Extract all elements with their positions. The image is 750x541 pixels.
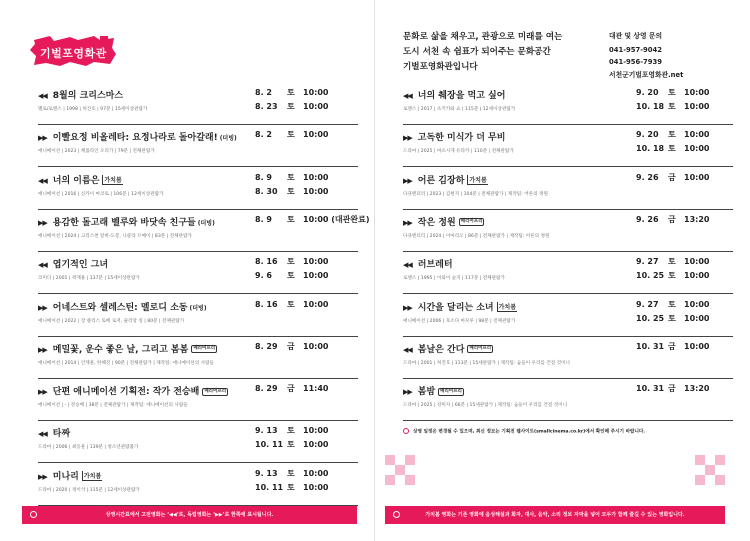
indie-film-icon: ▶▶ — [38, 472, 47, 481]
screening-date: 8. 16 — [255, 299, 278, 309]
movie-title-row — [403, 215, 484, 228]
screening-time: 10:00 — [684, 144, 710, 154]
movie-title-row — [403, 342, 493, 355]
screening-schedule — [636, 300, 709, 328]
screening-day: 토 — [287, 257, 295, 267]
screening-date: 9. 6 — [255, 271, 272, 281]
screening-time: 10:00 — [303, 341, 329, 351]
movie-title-row — [403, 130, 505, 143]
screening-day: 금 — [668, 384, 676, 394]
movie-info: 드라마 | 2006 | 최동훈 | 139분 | 청소년관람불가 — [38, 445, 139, 451]
movie-entry — [38, 469, 358, 511]
movie-title: 타짜 — [52, 429, 71, 440]
movie-title: 어네스트와 셀레스틴: 멜로디 소동 — [52, 302, 188, 313]
screening-row — [255, 257, 328, 271]
indie-film-icon: ▶▶ — [38, 303, 47, 312]
movie-info: 드라마 | 2025 | 강미자 | 66분 | 15세관람가 | 제작팀: 숨들이 우리를 건질 것이니 — [403, 403, 568, 409]
gachibom-badge: 가치봄 — [104, 177, 122, 185]
screening-day: 금 — [668, 172, 676, 182]
screening-schedule — [255, 342, 328, 356]
left-footer-text: 상영시간표에서 고전영화는 ‘◀◀’로, 독립영화는 ‘▶▶’로 한쪽에 표시됩니다. — [105, 512, 274, 518]
screening-time: 10:00 — [684, 172, 710, 182]
screening-row — [255, 469, 328, 483]
dub-tag: (더빙) — [189, 304, 207, 312]
divider — [403, 293, 733, 294]
divider — [38, 462, 358, 463]
gachibom-badge: 가치봄 — [83, 473, 102, 481]
intro-line: 도시 서천 속 쉼표가 되어주는 문화공간 — [403, 47, 551, 57]
divider — [38, 251, 358, 252]
movie-title: 봄밤 — [417, 387, 436, 398]
screening-row — [255, 483, 328, 497]
screening-row — [636, 257, 709, 271]
classic-film-icon: ◀◀ — [403, 261, 412, 270]
screening-time: 10:00 — [303, 102, 329, 111]
screening-time: 10:00 — [303, 88, 329, 97]
screening-time: 13:20 — [684, 214, 710, 224]
screening-schedule — [255, 426, 328, 454]
movie-entry — [38, 173, 358, 215]
movie-title: 엽기적인 그녀 — [52, 260, 109, 271]
screening-date: 10. 25 — [636, 313, 665, 323]
movie-title-row — [38, 300, 207, 313]
screening-schedule — [636, 130, 709, 158]
movie-title: 이빨요정 비올레타: 요정나라로 돌아갈래! — [52, 133, 218, 144]
screening-date: 8. 2 — [255, 130, 272, 140]
screening-row — [636, 342, 709, 356]
movie-info: 드라마 | 2025 | 마츠시게 유타카 | 110분 | 전체관람가 — [403, 149, 514, 155]
right-footer-bar — [385, 506, 725, 524]
movie-title-row — [403, 257, 453, 270]
screening-day: 토 — [287, 271, 295, 281]
screening-date: 8. 2 — [255, 88, 272, 97]
indie-film-icon: ▶▶ — [403, 303, 412, 312]
movie-title-row — [403, 300, 517, 313]
indie-film-icon: ▶▶ — [403, 176, 412, 185]
screening-day: 토 — [287, 482, 295, 492]
screening-schedule — [636, 88, 709, 116]
screening-row — [255, 88, 328, 102]
screening-day: 토 — [668, 299, 676, 309]
screening-time: 10:00 — [303, 482, 329, 492]
screening-date: 8. 9 — [255, 214, 272, 224]
screening-date: 8. 9 — [255, 172, 272, 182]
screening-schedule — [255, 300, 328, 314]
classic-film-icon: ◀◀ — [403, 345, 412, 354]
divider — [38, 209, 358, 210]
screening-row — [255, 187, 328, 201]
screening-date: 9. 13 — [255, 426, 278, 436]
logo-text: 기벌포영화관 — [40, 47, 107, 60]
movie-info: 애니메이션 | 2022 | 장 클리스 토베 로저, 줄리앙 칭 | 80분 | 전체관람가 — [38, 318, 185, 324]
movie-info: 드라마 | 2001 | 허진호 | 113분 | 15세관람가 | 제작팀: 숨들이 우리를 건질 것이니 — [403, 360, 570, 366]
classic-film-icon: ◀◀ — [403, 92, 412, 100]
screening-date: 10. 31 — [636, 384, 665, 394]
movie-entry — [403, 215, 733, 257]
screening-date: 8. 30 — [255, 186, 278, 196]
screening-time: 10:00 — [303, 130, 329, 140]
contact-site[interactable]: 서천군기벌포영화관.net — [609, 70, 684, 79]
screening-date: 9. 26 — [636, 214, 659, 224]
movie-title: 단편 애니메이션 기획전: 작가 전승배 — [52, 387, 200, 398]
indie-film-icon: ▶▶ — [403, 134, 412, 143]
screening-time: 10:00 — [303, 299, 329, 309]
movie-entry — [403, 342, 733, 384]
indie-film-icon: ▶▶ — [403, 218, 412, 227]
movie-title: 메밀꽃, 운수 좋은 날, 그리고 봄봄 — [52, 344, 189, 355]
movie-title: 8월의 크리스마스 — [52, 91, 124, 101]
right-page — [375, 0, 750, 541]
screening-schedule — [255, 257, 328, 285]
movie-info: 코미디 | 2001 | 곽재용 | 137분 | 15세이상관람가 — [38, 276, 140, 282]
movie-title: 미나리 — [52, 471, 79, 482]
screening-schedule — [255, 88, 328, 116]
barrier-free-badge: 배리어프리 — [469, 346, 492, 352]
screening-day: 토 — [668, 144, 676, 154]
screening-schedule — [636, 215, 709, 229]
screening-time: 10:00 — [303, 426, 329, 436]
screening-date: 9. 20 — [636, 88, 659, 97]
movie-title: 시간을 달리는 소녀 — [417, 302, 494, 313]
divider — [38, 420, 358, 421]
indie-film-icon: ▶▶ — [403, 388, 412, 397]
screening-date: 8. 29 — [255, 341, 278, 351]
screening-date: 9. 27 — [636, 299, 659, 309]
movie-title-row — [38, 173, 123, 186]
barrier-free-badge: 배리어프리 — [193, 346, 216, 352]
screening-time: 11:40 — [303, 384, 329, 394]
screening-day: 토 — [287, 214, 295, 224]
screening-date: 10. 31 — [636, 341, 665, 351]
screening-row — [255, 271, 328, 285]
left-footer-bar — [22, 506, 357, 524]
screening-day: 토 — [668, 88, 676, 97]
screening-row — [255, 384, 328, 398]
barrier-free-badge: 배리어프리 — [460, 219, 483, 225]
screening-time: 10:00 — [303, 468, 329, 478]
gachibom-badge: 가치봄 — [498, 304, 516, 311]
screening-date: 10. 11 — [255, 440, 284, 450]
indie-film-icon: ▶▶ — [38, 218, 47, 227]
classic-film-icon: ◀◀ — [38, 430, 47, 439]
movie-entry — [403, 384, 733, 426]
screening-schedule — [255, 173, 328, 201]
movie-entry — [38, 214, 370, 257]
movie-title-row — [38, 88, 123, 101]
screening-time: 10:00 — [684, 88, 710, 97]
gachibom-badge: 가치봄 — [469, 177, 487, 185]
divider — [38, 293, 358, 294]
screening-time: 10:00 — [303, 172, 329, 182]
intro-line: 기벌포영화관입니다 — [403, 62, 478, 72]
barrier-free-badge: 배리어프리 — [440, 388, 462, 394]
screening-time: 10:00 — [303, 440, 329, 450]
screening-time: 10:00 (대관완료) — [303, 214, 370, 224]
screening-schedule — [255, 130, 328, 144]
dub-tag: (더빙) — [219, 135, 237, 143]
contact-phone: 041-956-7939 — [609, 58, 662, 66]
screening-time: 10:00 — [684, 341, 710, 351]
movie-entry — [403, 300, 733, 342]
movie-info: 다큐멘터리 | 2024 | 이마리오 | 86분 | 전체관람가 | 제작팀: 어른의 정원 — [403, 233, 550, 239]
divider — [403, 209, 733, 210]
screening-day: 토 — [287, 468, 295, 478]
screening-time: 13:20 — [684, 384, 710, 394]
screening-row — [636, 144, 709, 158]
screening-day: 토 — [287, 440, 295, 450]
screening-time: 10:00 — [684, 102, 710, 111]
divider — [403, 336, 733, 337]
screening-day: 금 — [287, 341, 295, 351]
screening-date: 9. 13 — [255, 468, 278, 478]
classic-film-icon: ◀◀ — [38, 261, 47, 270]
movie-title-row — [38, 342, 217, 355]
movie-entry — [38, 342, 358, 384]
screening-row — [255, 215, 369, 229]
screening-schedule — [636, 173, 709, 187]
screening-time: 10:00 — [684, 313, 710, 323]
screening-row — [636, 314, 709, 328]
screening-time: 10:00 — [303, 257, 329, 267]
divider — [403, 420, 733, 421]
movie-title-row — [38, 257, 108, 270]
intro-line: 문화로 삶을 채우고, 관광으로 미래를 여는 — [403, 32, 563, 42]
movie-title-row — [38, 426, 70, 439]
movie-info: 멜로/로맨스 | 1998 | 허진호 | 97분 | 15세이상관람가 — [38, 107, 148, 112]
screening-schedule — [255, 215, 369, 229]
divider — [403, 166, 733, 167]
screening-row — [636, 102, 709, 116]
divider — [403, 124, 733, 125]
indie-film-icon: ▶▶ — [38, 388, 47, 397]
screening-row — [636, 215, 709, 229]
screening-day: 토 — [287, 299, 295, 309]
screening-schedule — [255, 469, 328, 497]
screening-row — [255, 440, 328, 454]
screening-row — [255, 342, 328, 356]
screening-time: 10:00 — [303, 271, 329, 281]
movie-title-row — [403, 173, 488, 186]
right-footer-text: 가치봄 영화는 기존 영화에 음성해설과 화자, 대사, 음악, 소리 정보 자막을 넣어 모두가 함께 즐길 수 있는 영화입니다. — [425, 512, 685, 518]
movie-info: 애니메이션 | 2023 | 케롤라인 오리가 | 79분 | 전체관람가 — [38, 149, 155, 155]
indie-film-icon: ▶▶ — [38, 345, 47, 354]
screening-day: 토 — [287, 102, 295, 111]
screening-time: 10:00 — [684, 257, 710, 267]
movie-entry — [403, 130, 733, 172]
movie-title-row — [38, 469, 102, 482]
screening-day: 금 — [668, 341, 676, 351]
movie-title: 너의 췌장을 먹고 싶어 — [417, 91, 506, 101]
screening-day: 토 — [668, 257, 676, 267]
movie-info: 애니메이션 | 2016 | 신카이 마코토 | 106분 | 12세이상관람가 — [38, 191, 164, 197]
screening-day: 토 — [668, 313, 676, 323]
divider — [38, 166, 358, 167]
movie-info: 애니메이션 | - | 전승배 | 38분 | 전체관람가 | 제작팀: 애니메이션의 사람들 — [38, 403, 188, 409]
screening-row — [636, 88, 709, 102]
screening-day: 토 — [287, 130, 295, 140]
screening-time: 10:00 — [684, 299, 710, 309]
screening-date: 10. 25 — [636, 271, 665, 281]
screening-row — [255, 426, 328, 440]
movie-info: 애니메이션 | 2006 | 호소다 마모루 | 98분 | 전체관람가 — [403, 318, 516, 324]
divider — [38, 124, 358, 125]
screening-time: 10:00 — [684, 130, 710, 140]
screening-date: 8. 29 — [255, 384, 278, 394]
screening-row — [636, 130, 709, 144]
screening-schedule — [255, 384, 328, 398]
movie-title-row — [403, 88, 505, 101]
movie-title: 어른 김장하 — [417, 175, 465, 186]
screening-schedule — [636, 384, 709, 398]
movie-info: 로맨스 | 2017 | 츠키카와 쇼 | 115분 | 12세이상관람가 — [403, 107, 516, 112]
divider — [403, 378, 733, 379]
screening-time: 10:00 — [684, 271, 710, 281]
screening-row — [255, 102, 328, 116]
screening-day: 토 — [668, 271, 676, 281]
movie-entry — [38, 426, 358, 468]
screening-date: 10. 18 — [636, 144, 665, 154]
movie-title: 봄날은 간다 — [417, 344, 465, 355]
screening-date: 10. 11 — [255, 482, 284, 492]
screening-row — [636, 173, 709, 187]
cinema-logo — [30, 34, 116, 68]
movie-title-row — [403, 384, 464, 397]
movie-entry — [38, 130, 358, 172]
movie-entry — [403, 257, 733, 299]
contact-info — [609, 30, 683, 81]
movie-info: 애니메이션 | 2014 | 안재훈, 한혜진 | 90분 | 전체관람가 | 제작팀: 애니메이션의 사람들 — [38, 360, 214, 366]
divider — [403, 251, 733, 252]
movie-entry — [38, 300, 358, 342]
screening-day: 토 — [287, 88, 295, 97]
screening-row — [636, 300, 709, 314]
divider — [38, 378, 358, 379]
movie-entry — [38, 88, 358, 130]
screening-day: 금 — [287, 384, 295, 394]
movie-info: 다큐멘터리 | 2023 | 김현지 | 104분 | 전체관람가 | 제작팀: 어른의 정원 — [403, 191, 548, 197]
movie-title-row — [38, 215, 215, 228]
screening-day: 토 — [668, 102, 676, 111]
contact-heading: 대관 및 상영 문의 — [609, 32, 663, 40]
movie-title: 용감한 돌고래 벨루와 바닷속 친구들 — [52, 217, 196, 228]
barrier-free-badge: 배리어프리 — [204, 388, 227, 394]
screening-day: 토 — [287, 186, 295, 196]
classic-film-icon: ◀◀ — [38, 92, 47, 100]
screening-date: 9. 20 — [636, 130, 659, 140]
movie-title: 고독한 미식가 더 무비 — [417, 133, 506, 144]
movie-entry — [38, 257, 358, 299]
screening-date: 9. 27 — [636, 257, 659, 267]
intro-text — [403, 30, 562, 75]
indie-film-icon: ▶▶ — [38, 134, 47, 143]
screening-day: 토 — [287, 426, 295, 436]
movie-info: 애니메이션 | 2024 | 크리스천 알바-도봉, 니콜라 르메이 | 83분 | 전체관람가 — [38, 233, 192, 239]
screening-date: 8. 16 — [255, 257, 278, 267]
screening-date: 8. 23 — [255, 102, 278, 111]
movie-info: 드라마 | 2020 | 정이삭 | 115분 | 12세이상관람가 — [38, 487, 140, 493]
movie-entry — [403, 88, 733, 130]
screening-date: 9. 26 — [636, 172, 659, 182]
movie-info: 로맨스 | 1995 | 이와이 슌지 | 117분 | 전체관람가 — [403, 276, 505, 282]
screening-date: 10. 18 — [636, 102, 665, 111]
movie-entry — [403, 173, 733, 215]
contact-phone: 041-957-9042 — [609, 45, 662, 54]
notice-text: 상영 일정은 변경될 수 있으며, 최신 정보는 기획전 웹사이트(smallcinema.co.kr)에서 확인해 주시기 바랍니다. — [413, 429, 646, 435]
screening-day: 금 — [668, 214, 676, 224]
classic-film-icon: ◀◀ — [38, 176, 47, 185]
screening-row — [636, 271, 709, 285]
screening-row — [255, 130, 328, 144]
movie-title-row — [38, 384, 228, 397]
schedule-notice — [403, 428, 645, 435]
movie-title: 너의 이름은 — [52, 175, 100, 186]
circle-icon — [403, 428, 409, 434]
screening-row — [255, 300, 328, 314]
screening-day: 토 — [668, 130, 676, 140]
screening-schedule — [636, 342, 709, 356]
divider — [38, 336, 358, 337]
movie-title: 러브레터 — [417, 260, 453, 271]
checker-decoration — [385, 455, 425, 485]
screening-row — [255, 173, 328, 187]
movie-title: 작은 정원 — [417, 217, 456, 228]
movie-title-row — [38, 130, 237, 143]
screening-row — [636, 384, 709, 398]
screening-time: 10:00 — [303, 186, 329, 196]
screening-schedule — [636, 257, 709, 285]
dub-tag: (더빙) — [197, 219, 215, 227]
checker-decoration — [695, 455, 735, 485]
screening-day: 토 — [287, 172, 295, 182]
movie-entry — [38, 384, 358, 426]
